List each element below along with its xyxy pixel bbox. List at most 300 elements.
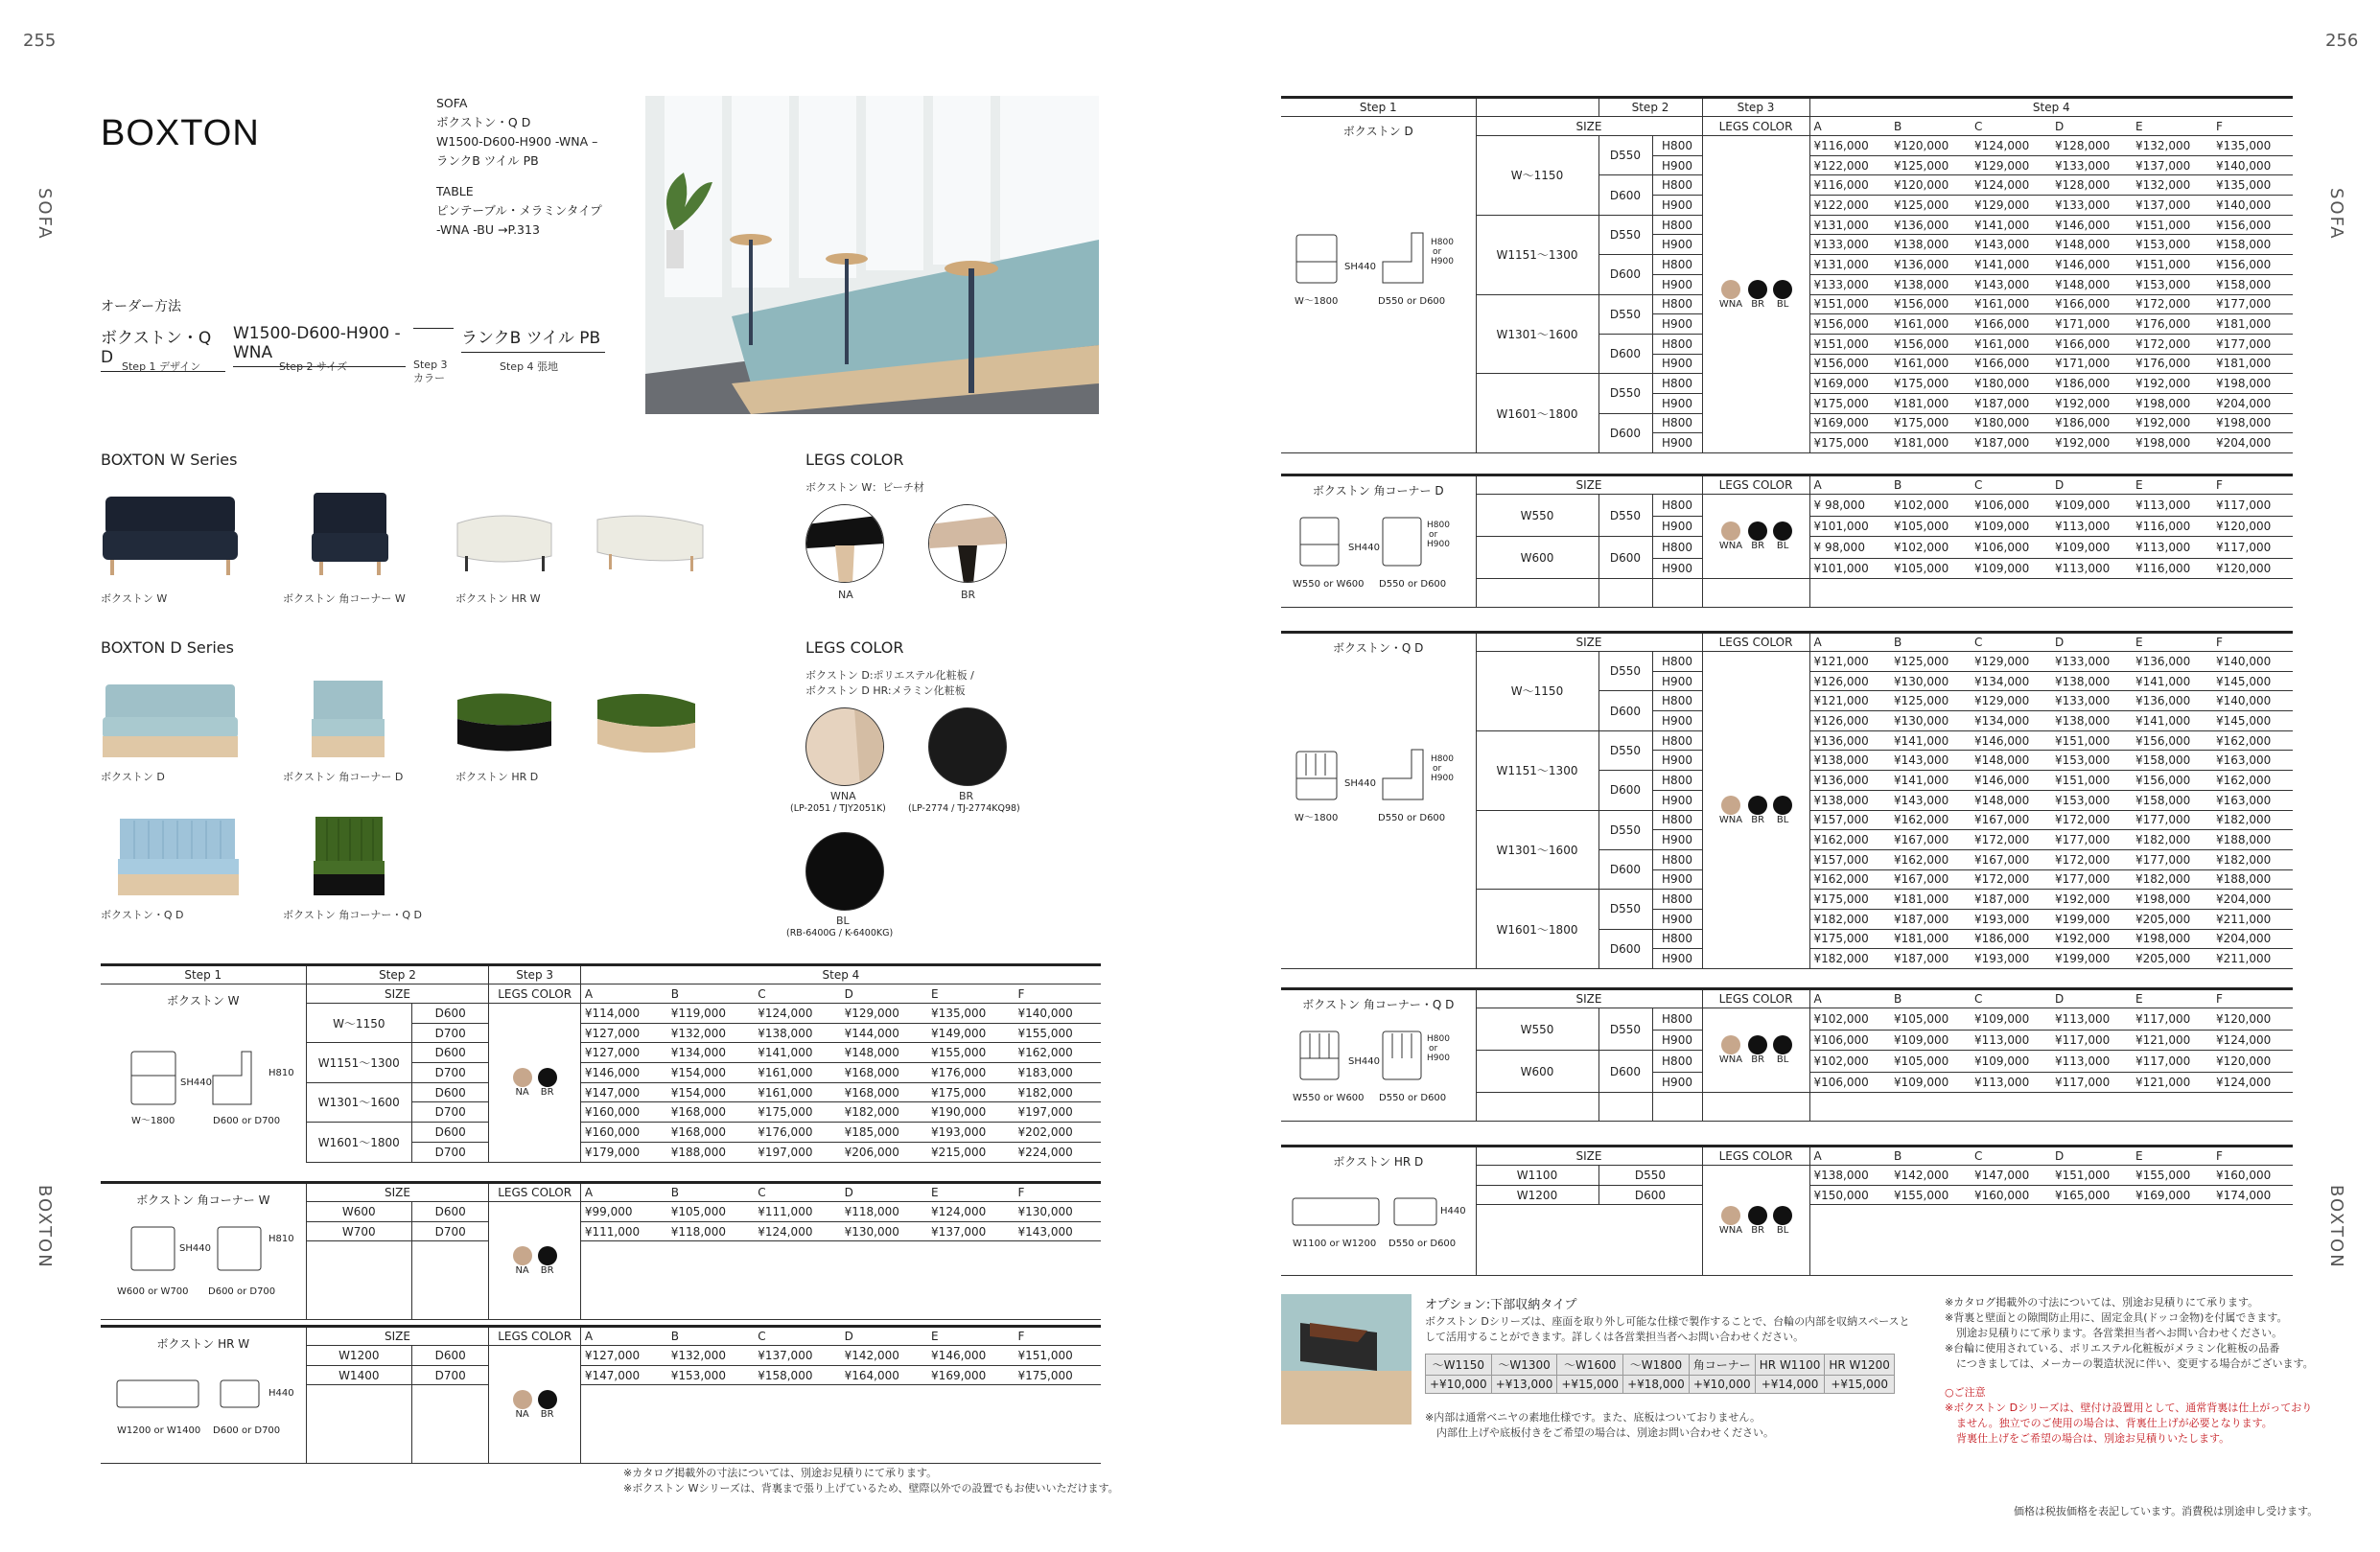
legs-dot-label: BR — [1751, 298, 1765, 310]
size-header: SIZE — [1476, 117, 1702, 136]
price-cell: ¥125,000 — [1890, 155, 1971, 175]
legs-dot-br — [1748, 521, 1767, 541]
price-cell: ¥138,000 — [1890, 235, 1971, 255]
price-cell: ¥168,000 — [667, 1102, 754, 1123]
price-cell: ¥155,000 — [2132, 1166, 2212, 1186]
step4-header: Step 4 — [580, 965, 1101, 984]
price-cell: ¥186,000 — [1971, 929, 2051, 949]
option-note-1: ※内部は通常ベニヤの素地仕様です。また、底板はついておりません。 — [1425, 1411, 1761, 1424]
svg-text:H810: H810 — [268, 1234, 294, 1244]
legs-dot-bl — [1773, 280, 1792, 299]
filler — [1476, 1205, 1702, 1276]
opt-head-5: 角コーナー — [1689, 1355, 1755, 1376]
price-cell: ¥180,000 — [1971, 374, 2051, 394]
col-header-f: F — [1014, 984, 1101, 1004]
dimension-drawing-hr-d — [1285, 1170, 1472, 1259]
sofa-w-corner-image — [283, 489, 422, 585]
price-cell: ¥174,000 — [2212, 1185, 2293, 1205]
sofa-d-hr-image — [455, 677, 714, 763]
price-cell: ¥182,000 — [2132, 830, 2212, 850]
height-cell: H900 — [1652, 196, 1702, 216]
price-cell: ¥143,000 — [1890, 790, 1971, 810]
price-cell: ¥146,000 — [1971, 730, 2051, 751]
price-cell: ¥122,000 — [1809, 196, 1890, 216]
height-cell: H900 — [1652, 1031, 1702, 1051]
col-header-a: A — [1809, 475, 1890, 495]
width-cell: W～1150 — [1476, 652, 1598, 731]
sofa-line-2: W1500-D600-H900 -WNA – — [436, 134, 598, 149]
price-cell: ¥146,000 — [1971, 771, 2051, 791]
price-cell: ¥121,000 — [2132, 1073, 2212, 1093]
price-cell: ¥156,000 — [2132, 730, 2212, 751]
legs-color-na — [513, 1246, 532, 1276]
filler — [2132, 1093, 2212, 1122]
price-cell: ¥113,000 — [2051, 1051, 2132, 1073]
price-cell: ¥105,000 — [1890, 1051, 1971, 1073]
price-cell: ¥140,000 — [2212, 691, 2293, 711]
height-cell: H800 — [1652, 136, 1702, 156]
price-cell: ¥138,000 — [1809, 790, 1890, 810]
price-cell: ¥169,000 — [1809, 413, 1890, 433]
price-cell: ¥120,000 — [1890, 136, 1971, 156]
legs-dot-label: WNA — [1718, 814, 1743, 825]
product-name-cell — [101, 1183, 306, 1320]
opt-head-2: ～W1300 — [1491, 1355, 1557, 1376]
legs-color-wna — [1719, 280, 1742, 310]
filler — [841, 1241, 927, 1320]
price-cell: ¥176,000 — [754, 1123, 840, 1143]
price-cell: ¥181,000 — [2212, 354, 2293, 374]
price-cell: ¥117,000 — [2132, 1008, 2212, 1031]
col-header-c: C — [754, 1183, 840, 1202]
price-cell: ¥122,000 — [1809, 155, 1890, 175]
price-cell: ¥158,000 — [2212, 274, 2293, 294]
price-cell: ¥147,000 — [580, 1082, 666, 1102]
price-cell: ¥141,000 — [1890, 771, 1971, 791]
price-cell: ¥145,000 — [2212, 671, 2293, 691]
price-cell: ¥135,000 — [927, 1004, 1014, 1024]
svg-text:W～1800: W～1800 — [1295, 296, 1339, 307]
col-header-d: D — [2051, 475, 2132, 495]
price-cell: ¥117,000 — [2132, 1051, 2212, 1073]
price-cell: ¥124,000 — [1971, 175, 2051, 196]
option-price-table — [1425, 1354, 1895, 1394]
price-cell: ¥186,000 — [2051, 413, 2132, 433]
price-cell: ¥181,000 — [1890, 393, 1971, 413]
d-series-item-5 — [283, 815, 422, 922]
side-label-boxton-right: BOXTON — [2326, 1185, 2346, 1269]
height-cell: H800 — [1652, 413, 1702, 433]
svg-text:H800: H800 — [1431, 754, 1455, 764]
price-cell: ¥134,000 — [1971, 711, 2051, 731]
w-series-label-1: ボクストン W — [101, 592, 168, 605]
product-name: ボクストン 角コーナー・Q D — [1302, 998, 1455, 1011]
price-cell: ¥133,000 — [2051, 196, 2132, 216]
product-name: ボクストン D — [1342, 125, 1413, 138]
price-cell: ¥137,000 — [754, 1346, 840, 1366]
price-cell: ¥145,000 — [2212, 711, 2293, 731]
tax-note: 価格は税抜価格を表記しています。消費税は別途申し受けます。 — [2014, 1505, 2319, 1517]
depth-cell: D600 — [1598, 771, 1652, 810]
d-series-item-1 — [101, 677, 240, 784]
svg-text:H800: H800 — [1427, 1034, 1451, 1044]
price-cell: ¥193,000 — [1971, 949, 2051, 969]
price-cell: ¥158,000 — [754, 1365, 840, 1385]
d-series-label-1: ボクストン D — [101, 771, 165, 783]
price-cell: ¥155,000 — [927, 1043, 1014, 1063]
filler — [1014, 1385, 1101, 1464]
price-cell: ¥118,000 — [667, 1221, 754, 1241]
height-cell: H800 — [1652, 1008, 1702, 1031]
price-cell: ¥177,000 — [2132, 849, 2212, 869]
price-cell: ¥211,000 — [2212, 949, 2293, 969]
page-number-left: 255 — [23, 31, 57, 51]
svg-text:or: or — [1433, 247, 1442, 257]
price-cell: ¥180,000 — [1971, 413, 2051, 433]
price-cell: ¥182,000 — [1014, 1082, 1101, 1102]
sub-header-row — [1281, 475, 2293, 495]
legs-colors-w — [493, 1068, 575, 1098]
svg-text:D600 or D700: D600 or D700 — [212, 1116, 280, 1126]
price-cell: ¥187,000 — [1890, 909, 1971, 929]
legs-color-br — [1748, 1206, 1767, 1236]
caution-heading: ○ご注意 — [1945, 1386, 1986, 1399]
price-cell: ¥172,000 — [2132, 334, 2212, 354]
filler — [2212, 1205, 2293, 1276]
col-header-f: F — [1014, 1327, 1101, 1346]
price-cell: ¥192,000 — [2132, 413, 2212, 433]
price-cell: ¥ 98,000 — [1809, 495, 1890, 517]
price-cell: ¥166,000 — [1971, 314, 2051, 335]
col-header-e: E — [2132, 633, 2212, 652]
col-header-b: B — [1890, 475, 1971, 495]
depth-cell: D550 — [1598, 652, 1652, 691]
price-cell: ¥133,000 — [2051, 155, 2132, 175]
price-cell: ¥121,000 — [2132, 1031, 2212, 1051]
legs-dot-label: NA — [515, 1264, 529, 1276]
price-cell: ¥133,000 — [2051, 652, 2132, 672]
col-header-c: C — [1971, 633, 2051, 652]
col-header-f: F — [2212, 989, 2293, 1008]
price-cell: ¥125,000 — [1890, 652, 1971, 672]
height-cell: H900 — [1652, 869, 1702, 890]
price-cell: ¥105,000 — [1890, 1008, 1971, 1031]
filler — [1890, 1205, 1971, 1276]
order-step-3-line2: カラー — [413, 372, 445, 384]
depth-cell: D600 — [412, 1202, 489, 1222]
height-cell: H900 — [1652, 235, 1702, 255]
price-cell: ¥167,000 — [1971, 810, 2051, 830]
height-cell: H800 — [1652, 175, 1702, 196]
price-cell: ¥165,000 — [2051, 1185, 2132, 1205]
price-cell: ¥186,000 — [2051, 374, 2132, 394]
height-cell: H800 — [1652, 215, 1702, 235]
price-cell: ¥175,000 — [754, 1102, 840, 1123]
col-header-c: C — [754, 984, 840, 1004]
filler — [1014, 1241, 1101, 1320]
price-cell: ¥175,000 — [1890, 374, 1971, 394]
legs-dot-bl — [1773, 796, 1792, 815]
price-cell: ¥148,000 — [841, 1043, 927, 1063]
width-cell: W1601～1800 — [306, 1123, 412, 1162]
price-cell: ¥183,000 — [1014, 1063, 1101, 1083]
price-cell: ¥151,000 — [1809, 294, 1890, 314]
svg-text:W1200 or W1400: W1200 or W1400 — [116, 1425, 201, 1436]
price-cell: ¥105,000 — [667, 1202, 754, 1222]
width-cell: W1400 — [306, 1365, 412, 1385]
sofa-w-hr-image — [455, 489, 714, 585]
height-cell: H900 — [1652, 354, 1702, 374]
price-cell: ¥109,000 — [2051, 495, 2132, 517]
sofa-label: SOFA — [436, 96, 468, 110]
legs-dot-br — [538, 1068, 557, 1087]
left-note-1: ※カタログ掲載外の寸法については、別途お見積りにて承ります。 — [623, 1467, 938, 1479]
spacer — [1285, 656, 1472, 732]
price-cell: ¥120,000 — [2212, 517, 2293, 537]
side-label-boxton-left: BOXTON — [35, 1185, 55, 1269]
price-cell: ¥167,000 — [1890, 830, 1971, 850]
legs-color-br — [1748, 1035, 1767, 1065]
price-cell: ¥113,000 — [1971, 1031, 2051, 1051]
svg-text:or: or — [1429, 530, 1438, 540]
width-cell: W600 — [306, 1202, 412, 1222]
legs-dot-na — [513, 1390, 532, 1409]
svg-text:H900: H900 — [1431, 257, 1455, 266]
price-cell: ¥172,000 — [2132, 294, 2212, 314]
price-cell: ¥172,000 — [2051, 849, 2132, 869]
svg-text:D550 or D600: D550 or D600 — [1379, 1093, 1447, 1103]
depth-cell: D700 — [412, 1365, 489, 1385]
price-cell: ¥125,000 — [1890, 691, 1971, 711]
price-cell: ¥136,000 — [2132, 652, 2212, 672]
legs-dot-wna — [1721, 521, 1740, 541]
filler — [2132, 1205, 2212, 1276]
price-cell: ¥120,000 — [1890, 175, 1971, 196]
filler — [2212, 1093, 2293, 1122]
price-cell: ¥154,000 — [667, 1082, 754, 1102]
price-cell: ¥128,000 — [2051, 175, 2132, 196]
svg-text:or: or — [1429, 1044, 1438, 1054]
width-cell: W550 — [1476, 1008, 1598, 1051]
price-cell: ¥198,000 — [2132, 890, 2212, 910]
filler — [1890, 579, 1971, 608]
price-cell: ¥129,000 — [1971, 155, 2051, 175]
caution-3: 背裏仕上げをご希望の場合は、別途お見積りいたします。 — [1956, 1432, 2230, 1445]
product-name: ボクストン 角コーナー W — [136, 1193, 270, 1207]
depth-cell: D600 — [412, 1346, 489, 1366]
col-header-d: D — [2051, 633, 2132, 652]
step4-header: Step 4 — [1809, 98, 2293, 117]
price-cell: ¥192,000 — [2051, 929, 2132, 949]
col-header-c: C — [1971, 989, 2051, 1008]
legs-header: LEGS COLOR — [1702, 989, 1809, 1008]
price-cell: ¥161,000 — [1971, 334, 2051, 354]
width-cell: W600 — [1476, 1051, 1598, 1093]
price-cell: ¥151,000 — [2051, 1166, 2132, 1186]
width-cell: W1200 — [306, 1346, 412, 1366]
price-cell: ¥109,000 — [1971, 1008, 2051, 1031]
height-cell: H800 — [1652, 890, 1702, 910]
price-cell: ¥111,000 — [754, 1202, 840, 1222]
order-step-2: Step 2 サイズ — [279, 360, 348, 373]
product-name-cell — [1281, 1147, 1476, 1276]
price-cell: ¥175,000 — [1809, 433, 1890, 453]
price-cell: ¥175,000 — [1890, 413, 1971, 433]
col-header-c: C — [1971, 1147, 2051, 1166]
legs-dot-bl — [1773, 521, 1792, 541]
price-cell: ¥162,000 — [2212, 730, 2293, 751]
height-cell: H800 — [1652, 771, 1702, 791]
legs-d-wna-swatch — [805, 707, 884, 786]
price-cell: ¥124,000 — [927, 1202, 1014, 1222]
price-cell: ¥102,000 — [1809, 1051, 1890, 1073]
price-cell: ¥102,000 — [1890, 495, 1971, 517]
price-cell: ¥162,000 — [1809, 830, 1890, 850]
d-series-heading: BOXTON D Series — [101, 638, 234, 657]
price-cell: ¥143,000 — [1890, 751, 1971, 771]
height-cell: H800 — [1652, 334, 1702, 354]
legs-colors-dc — [1707, 521, 1806, 551]
price-cell: ¥141,000 — [2132, 711, 2212, 731]
opt-head-7: HR W1200 — [1825, 1355, 1895, 1376]
legs-cell — [1702, 1008, 1809, 1093]
filler — [1476, 1093, 1598, 1122]
height-cell: H800 — [1652, 652, 1702, 672]
col-header-d: D — [841, 984, 927, 1004]
price-cell: ¥148,000 — [1971, 751, 2051, 771]
w-series-item-2 — [283, 489, 422, 606]
svg-text:H900: H900 — [1427, 540, 1451, 549]
width-cell: W1200 — [1476, 1185, 1598, 1205]
legs-colors-d — [1707, 280, 1806, 310]
legs-dot-wna — [1721, 280, 1740, 299]
legs-dot-label: BR — [1751, 814, 1765, 825]
col-header-d: D — [841, 1327, 927, 1346]
price-cell: ¥161,000 — [1971, 294, 2051, 314]
price-cell: ¥141,000 — [754, 1043, 840, 1063]
price-cell: ¥142,000 — [1890, 1166, 1971, 1186]
price-cell: ¥101,000 — [1809, 517, 1890, 537]
option-title: オプション:下部収納タイプ — [1425, 1298, 1577, 1312]
price-cell: ¥167,000 — [1971, 849, 2051, 869]
sub-header-row — [1281, 633, 2293, 652]
col-header-b: B — [667, 1327, 754, 1346]
width-cell: W1151～1300 — [1476, 730, 1598, 810]
legs-dot-label: BR — [1751, 1054, 1765, 1065]
price-cell: ¥182,000 — [2212, 849, 2293, 869]
legs-header: LEGS COLOR — [1702, 633, 1809, 652]
price-cell: ¥188,000 — [667, 1142, 754, 1162]
width-cell: W～1150 — [1476, 136, 1598, 216]
price-cell: ¥182,000 — [1809, 949, 1890, 969]
price-cell: ¥138,000 — [1890, 274, 1971, 294]
product-name-cell — [101, 1327, 306, 1464]
order-part-2: W1500-D600-H900 -WNA — [233, 324, 406, 367]
price-cell: ¥99,000 — [580, 1202, 666, 1222]
price-table-boxton-hr-w — [101, 1325, 1101, 1464]
svg-text:SH440: SH440 — [179, 1077, 212, 1088]
opt-val-6: +¥14,000 — [1755, 1376, 1825, 1394]
height-cell: H900 — [1652, 1073, 1702, 1093]
col-header-c: C — [754, 1327, 840, 1346]
filler — [754, 1241, 840, 1320]
w-series-item-3 — [455, 489, 714, 606]
price-cell: ¥114,000 — [580, 1004, 666, 1024]
legs-cell — [489, 1004, 580, 1163]
hero-photo — [645, 96, 1099, 414]
price-cell: ¥120,000 — [2212, 1008, 2293, 1031]
filler — [1809, 1205, 1890, 1276]
price-cell: ¥156,000 — [2212, 255, 2293, 275]
col-header-e: E — [2132, 117, 2212, 136]
filler — [1652, 579, 1702, 608]
price-cell: ¥147,000 — [580, 1365, 666, 1385]
price-cell: ¥138,000 — [2051, 711, 2132, 731]
filler — [1598, 1093, 1652, 1122]
right-note-5: につきましては、メーカーの製造状況に伴い、変更する場合がございます。 — [1956, 1357, 2314, 1370]
price-cell: ¥137,000 — [927, 1221, 1014, 1241]
price-cell: ¥146,000 — [2051, 215, 2132, 235]
depth-cell: D600 — [1598, 1051, 1652, 1093]
depth-cell: D600 — [1598, 175, 1652, 215]
opt-head-4: ～W1800 — [1623, 1355, 1690, 1376]
depth-cell: D550 — [1598, 1166, 1702, 1186]
svg-text:W550 or W600: W550 or W600 — [1293, 1093, 1365, 1103]
legs-color-bl — [1773, 521, 1792, 551]
price-cell: ¥143,000 — [1971, 274, 2051, 294]
price-cell: ¥117,000 — [2212, 537, 2293, 559]
price-cell: ¥177,000 — [2132, 810, 2212, 830]
height-cell: H800 — [1652, 691, 1702, 711]
price-cell: ¥166,000 — [1971, 354, 2051, 374]
height-cell: H900 — [1652, 314, 1702, 335]
price-cell: ¥153,000 — [2051, 751, 2132, 771]
height-cell: H900 — [1652, 517, 1702, 537]
price-cell: ¥156,000 — [1890, 294, 1971, 314]
height-cell: H900 — [1652, 155, 1702, 175]
size-header: SIZE — [1476, 475, 1702, 495]
opt-head-3: ～W1600 — [1557, 1355, 1623, 1376]
filler — [667, 1385, 754, 1464]
table-line-1: ピンテーブル・メラミンタイプ — [436, 203, 602, 218]
legs-cell — [1702, 136, 1809, 453]
product-name: ボクストン HR D — [1333, 1155, 1424, 1169]
price-cell: ¥133,000 — [1809, 274, 1890, 294]
price-cell: ¥117,000 — [2051, 1031, 2132, 1051]
legs-color-br — [538, 1246, 557, 1276]
price-cell: ¥185,000 — [841, 1123, 927, 1143]
price-cell: ¥106,000 — [1809, 1073, 1890, 1093]
price-cell: ¥129,000 — [1971, 691, 2051, 711]
svg-text:H800: H800 — [1427, 521, 1451, 530]
price-table-boxton-w-corner — [101, 1181, 1101, 1320]
price-cell: ¥176,000 — [2132, 354, 2212, 374]
svg-text:or: or — [1433, 764, 1442, 774]
price-cell: ¥120,000 — [2212, 1051, 2293, 1073]
price-cell: ¥158,000 — [2212, 235, 2293, 255]
price-cell: ¥128,000 — [2051, 136, 2132, 156]
price-cell: ¥132,000 — [667, 1023, 754, 1043]
price-cell: ¥147,000 — [1971, 1166, 2051, 1186]
price-cell: ¥193,000 — [1971, 909, 2051, 929]
filler — [2132, 579, 2212, 608]
step1-header: Step 1 — [1281, 98, 1476, 117]
svg-text:SH440: SH440 — [178, 1243, 211, 1254]
price-cell: ¥133,000 — [1809, 235, 1890, 255]
price-cell: ¥144,000 — [841, 1023, 927, 1043]
order-heading: オーダー方法 — [101, 299, 181, 314]
price-cell: ¥102,000 — [1809, 1008, 1890, 1031]
